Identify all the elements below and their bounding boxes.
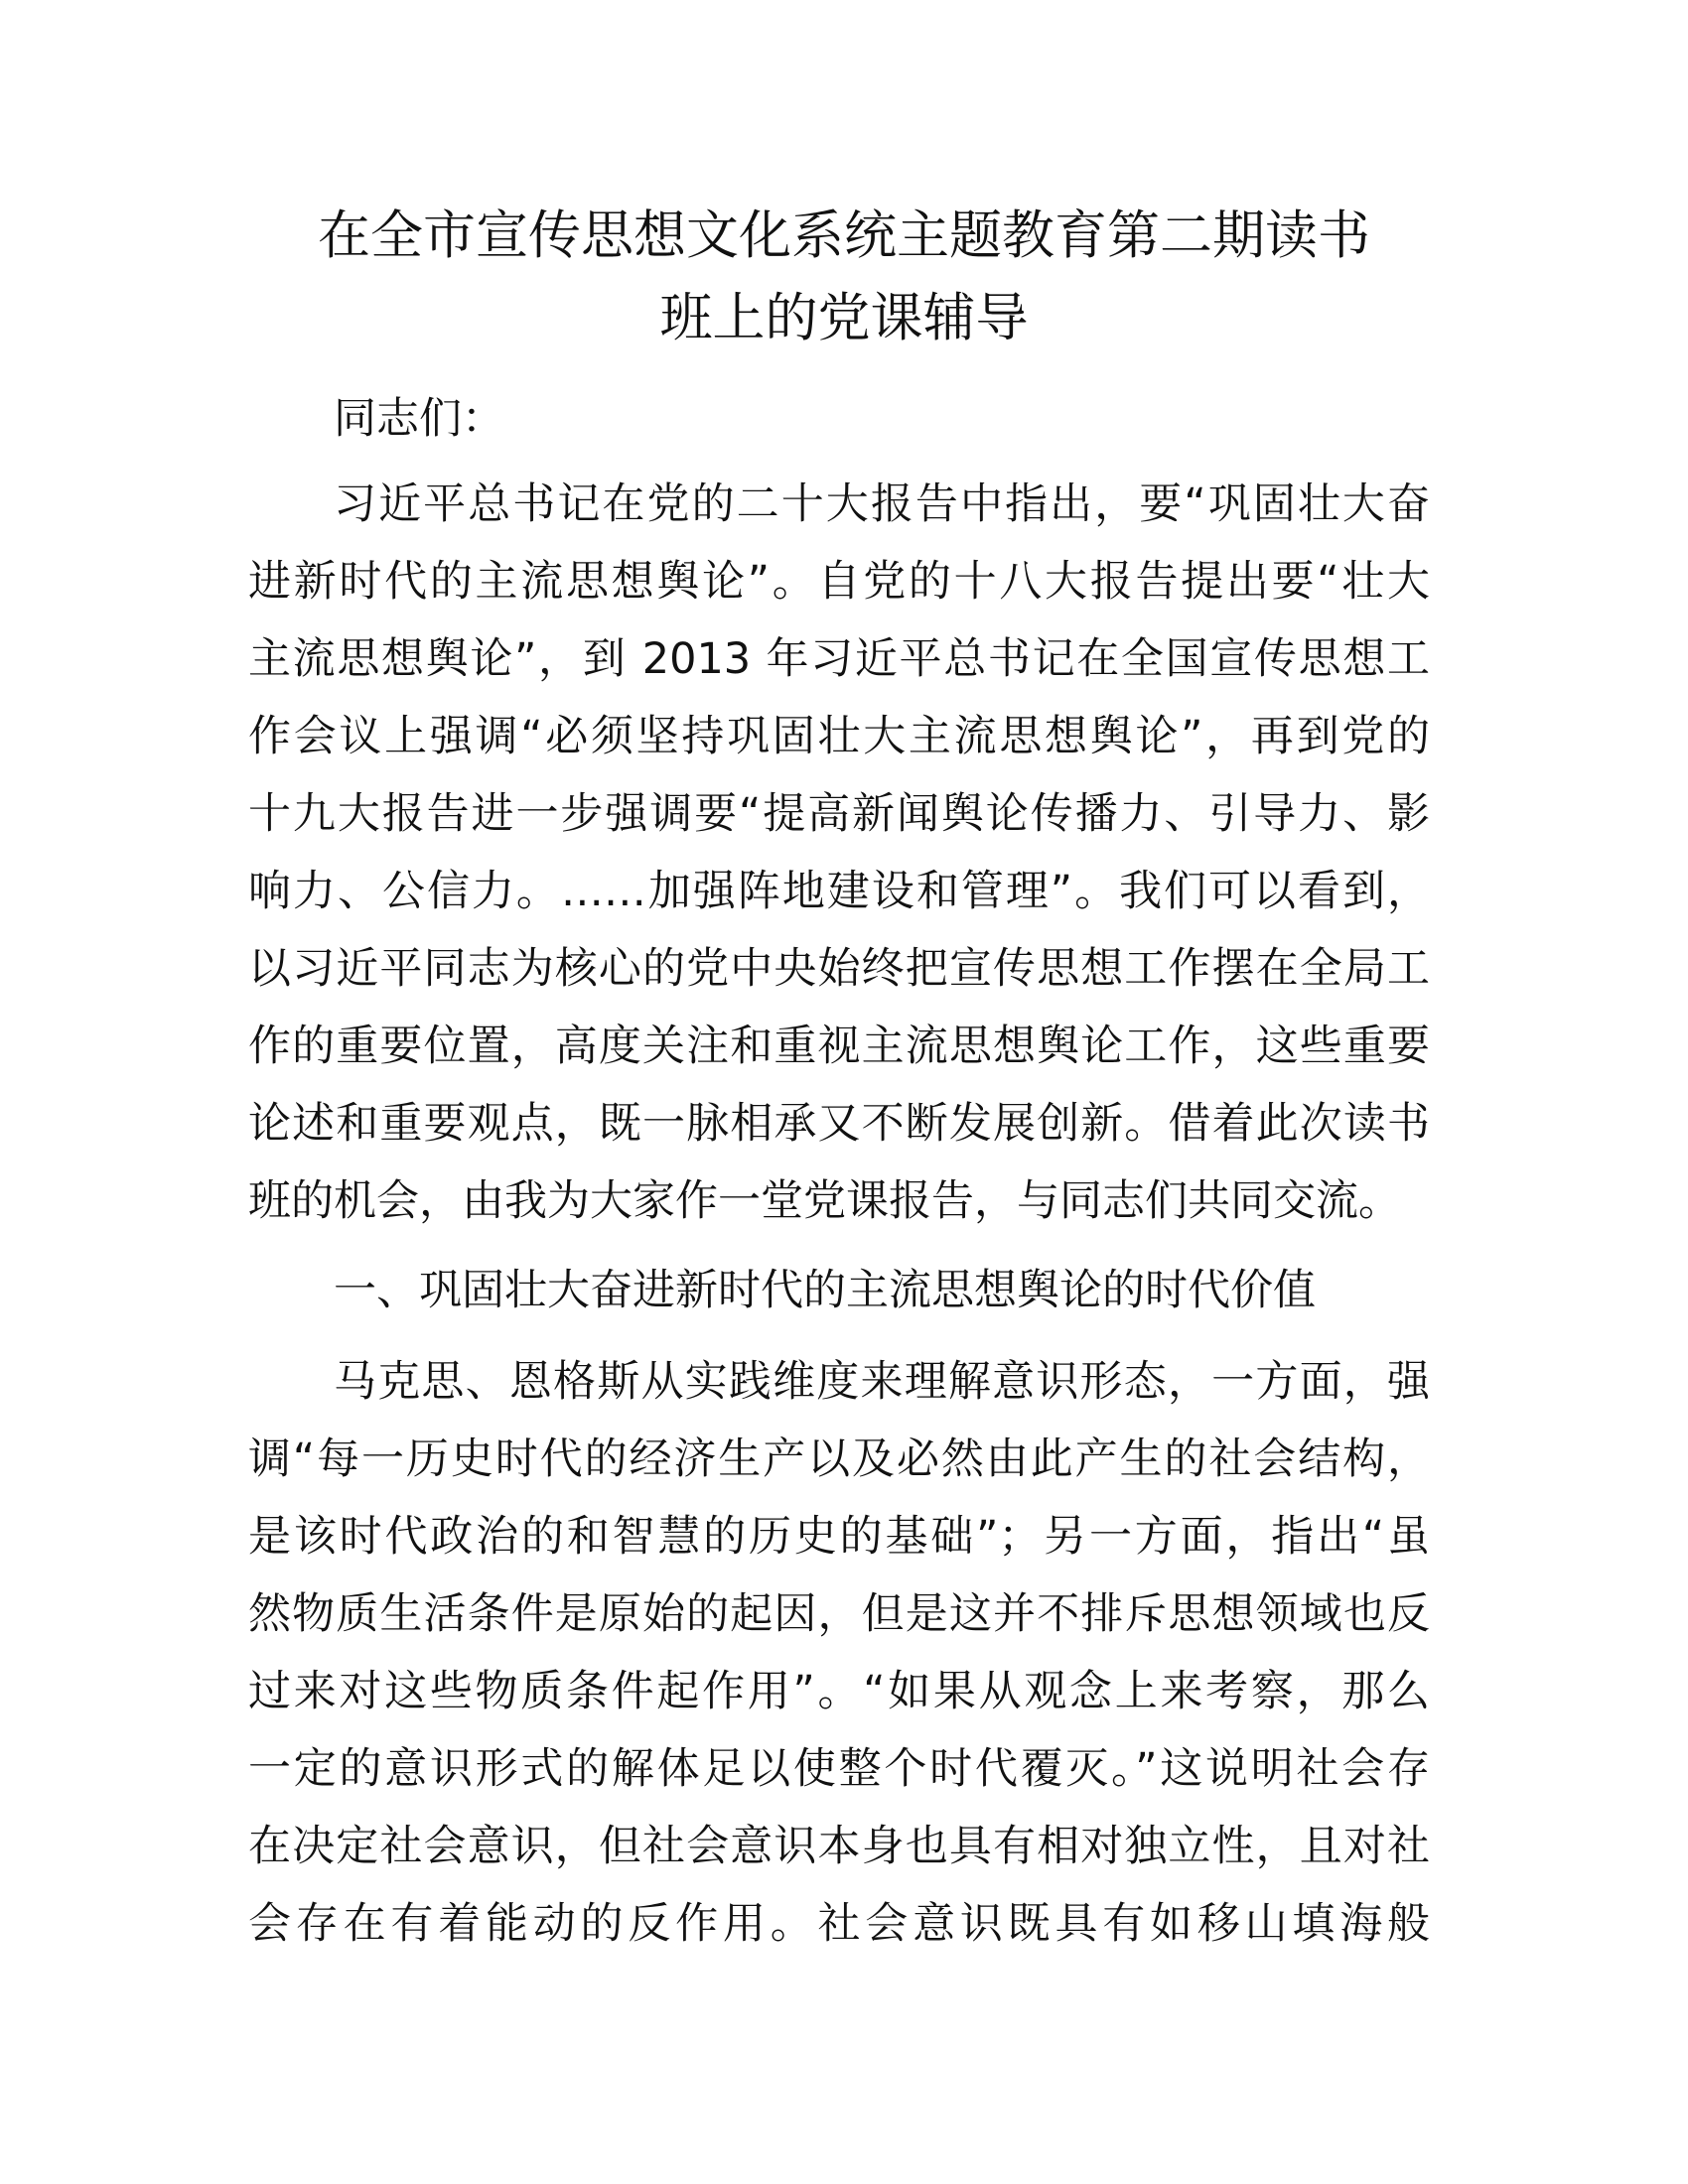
document-title-line-1: 在全市宣传思想文化系统主题教育第二期读书 — [318, 205, 1370, 266]
paragraph-2-line: 在决定社会意识，但社会意识本身也具有相对独立性，且对社 — [248, 1822, 1430, 1871]
paragraph-1-line: 作会议上强调“必须坚持巩固壮大主流思想舆论”，再到党的 — [248, 712, 1430, 761]
paragraph-1-line: 响力、公信力。……加强阵地建设和管理”。我们可以看到， — [248, 867, 1430, 916]
paragraph-1-line: 进新时代的主流思想舆论”。自党的十八大报告提出要“壮大 — [248, 557, 1430, 607]
paragraph-2-line: 过来对这些物质条件起作用”。“如果从观念上来考察，那么 — [248, 1667, 1430, 1716]
paragraph-2-line: 会存在有着能动的反作用。社会意识既具有如移山填海般 — [248, 1899, 1430, 1949]
document-title-line-2: 班上的党课辅导 — [659, 288, 1029, 348]
paragraph-1-line: 十九大报告进一步强调要“提高新闻舆论传播力、引导力、影 — [248, 789, 1430, 839]
paragraph-1-line: 论述和重要观点，既一脉相承又不断发展创新。借着此次读书 — [248, 1099, 1430, 1149]
paragraph-1-line: 习近平总书记在党的二十大报告中指出，要“巩固壮大奋 — [334, 479, 1430, 529]
paragraph-2-line: 一定的意识形式的解体足以使整个时代覆灭。”这说明社会存 — [248, 1744, 1430, 1794]
paragraph-1-line: 主流思想舆论”，到 2013 年习近平总书记在全国宣传思想工 — [248, 634, 1430, 684]
paragraph-1-line: 以习近平同志为核心的党中央始终把宣传思想工作摆在全局工 — [248, 944, 1430, 994]
salutation: 同志们： — [334, 394, 504, 444]
paragraph-2-line: 马克思、恩格斯从实践维度来理解意识形态，一方面，强 — [334, 1357, 1430, 1407]
paragraph-2-line: 然物质生活条件是原始的起因，但是这并不排斥思想领域也反 — [248, 1589, 1430, 1639]
paragraph-1-line: 班的机会，由我为大家作一堂党课报告，与同志们共同交流。 — [248, 1176, 1401, 1226]
section-heading: 一、巩固壮大奋进新时代的主流思想舆论的时代价值 — [334, 1266, 1316, 1315]
paragraph-2-line: 调“每一历史时代的经济生产以及必然由此产生的社会结构， — [248, 1434, 1430, 1484]
paragraph-1-line: 作的重要位置，高度关注和重视主流思想舆论工作，这些重要 — [248, 1022, 1430, 1071]
paragraph-2-line: 是该时代政治的和智慧的历史的基础”；另一方面，指出“虽 — [248, 1512, 1430, 1562]
